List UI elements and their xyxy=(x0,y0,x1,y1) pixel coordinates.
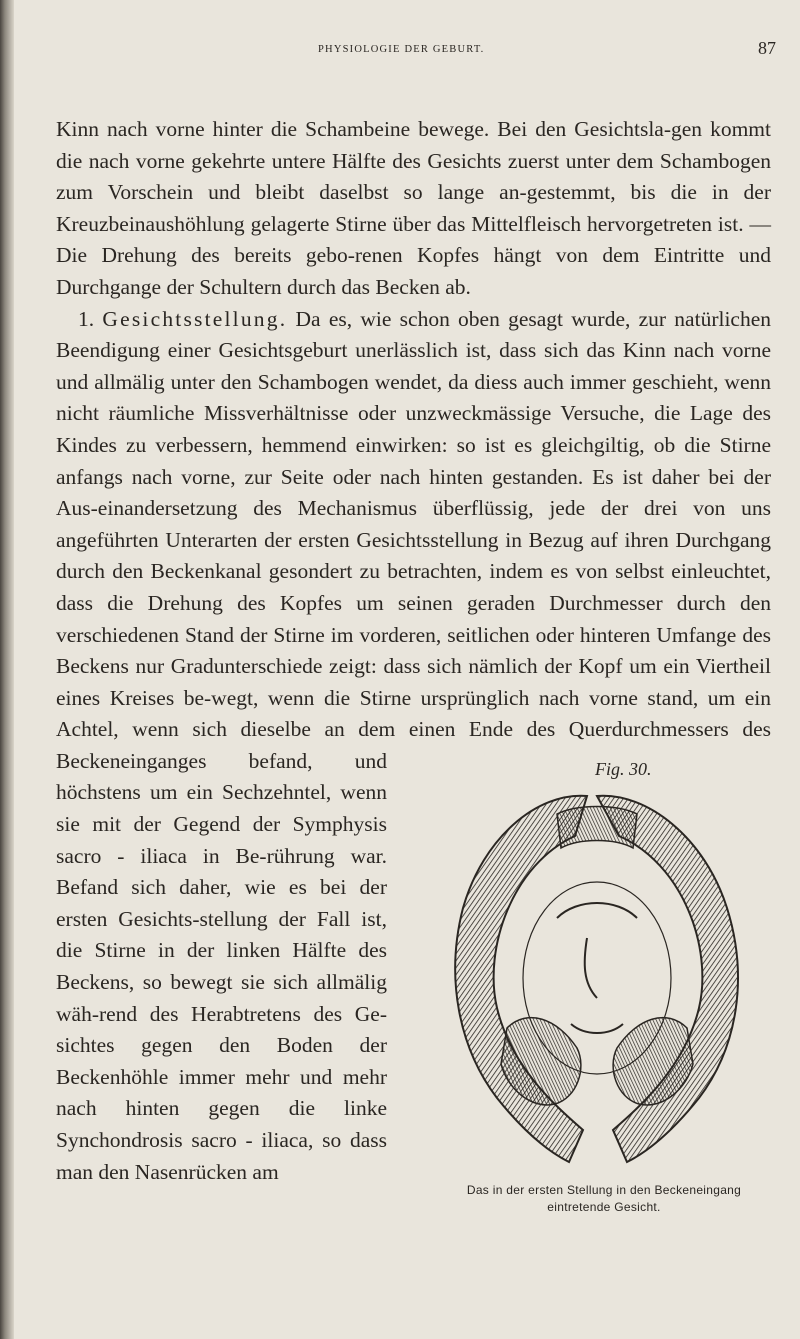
section-heading: Gesichtsstellung. xyxy=(102,306,288,331)
section-number: 1. xyxy=(78,306,95,331)
running-title: PHYSIOLOGIE DER GEBURT. xyxy=(318,44,485,55)
running-header xyxy=(0,38,800,64)
figure xyxy=(397,758,789,1223)
paragraph-body-upper: Da es, wie schon oben gesagt wurde, zur natürlichen Beendigung einer Gesichtsgeburt unerlässlich ist, dass sich das Kinn nach vorne und allmälig unter den Schambogen wendet, da diess auch immer geschieht, wenn nicht räumliche Missverhältnisse oder unzweckmässige Versuche, die Lage des Kindes zu verbessern, hemmend einwirken: so ist es gleichgiltig, ob die Stirne anfangs nach vorne, zur Seite oder nach hinten gestanden. Es ist daher bei der Aus-einandersetzung des Mechanismus überflüssig, jede der drei von uns angeführten Unterarten der ersten Gesichtsstellung in Bezug auf ihren Durchgang durch den Beckenkanal gesondert zu betrachten, indem es von selbst einleuchtet, dass die Drehung des Kopfes um seinen geraden Durchmesser durch den verschiedenen Stand der Stirne im vorderen, seitlichen oder hinteren Umfange des Beckens nur Gradunterschiede zeigt: dass sich nämlich der Kopf um ein Viertheil eines Kreises be-wegt, wenn die Stirne ursprünglich nach vorne stand, um ein Achtel, wenn sich dieselbe an dem einen xyxy=(56,306,772,742)
paragraph-continuation: Kinn nach vorne hinter die Schambeine bewege. Bei den Gesichtsla-gen kommt die nach vorne gekehrte untere Hälfte des Gesichts zuerst unter dem Schambogen zum Vorschein und bleibt daselbst so lange an-gestemmt, bis die in der Kreuzbeinaushöhlung gelagerte Stirne über das Mittelfleisch hervorgetreten ist. — Die Drehung des bereits gebo-renen Kopfes hängt von dem Eintritte und Durchgange der Schultern durch das Becken ab. xyxy=(56,117,771,299)
page-number: 87 xyxy=(758,38,776,58)
figure-caption-line-1: Das in der ersten Stellung in den Beckeneingang xyxy=(466,1182,742,1197)
page-binding-edge xyxy=(0,0,14,1339)
body-text xyxy=(56,114,771,1227)
paragraph-face-position xyxy=(56,304,772,1214)
figure-caption-line-2: eintretende Gesicht. xyxy=(547,1199,661,1214)
face-presentation-illustration xyxy=(437,778,757,1178)
figure-label: Fig. 30. xyxy=(595,758,652,779)
paragraph-body: Ende des Querdurchmessers des Beckeneinganges befand, und höchstens um ein Sechzehntel, wenn sie mit der Gegend der Symphysis sacro - iliaca in Be-rührung war. Befand sich daher, wie es bei der ersten Gesichts-stellung der Fall ist, die Stirne in der linken Hälfte des Beckens, so bewegt sie sich allmälig wäh-rend des Herabtretens des Ge-sichtes gegen den Boden der Beckenhöhle immer mehr und mehr nach hinten gegen die linke Synchondrosis sacro - iliaca, so dass man den Nasenrücken am xyxy=(56,717,771,1184)
pelvic-ring-drawing xyxy=(455,796,738,1162)
figure-caption xyxy=(397,1182,789,1216)
